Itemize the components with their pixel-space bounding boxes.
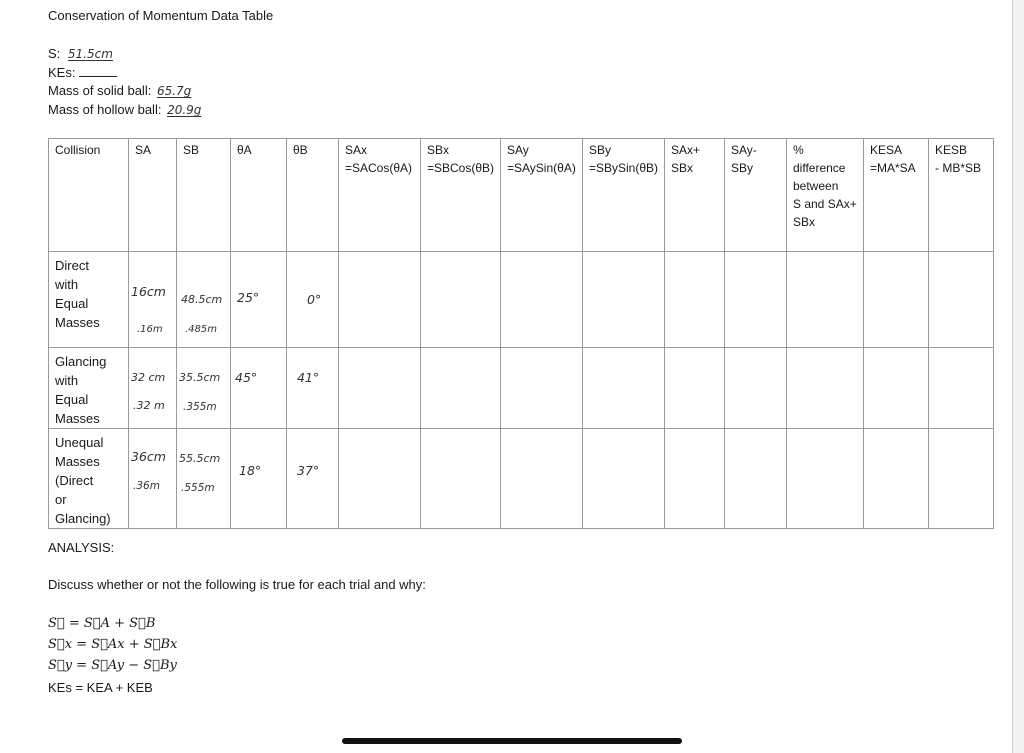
sa-m-value: .16m [137,324,163,335]
sb-m-value: .555m [181,482,215,494]
header-theta-a: θA [231,139,287,252]
sb-cm-value: 55.5cm [179,452,221,465]
sa-m-value: .32 m [133,399,165,412]
cell-kesa [864,252,929,348]
cell-say-minus-sby [725,429,787,529]
cell-say [501,429,583,529]
header-sbx: SBx =SBCos(θB) [421,139,501,252]
cell-kesb [929,348,994,429]
cell-sbx [421,429,501,529]
cell-theta-a [231,348,287,429]
cell-sby [583,252,665,348]
s-value: 51.5cm [67,47,113,61]
equation-total-displacement: S⃗ = S⃗A + S⃗B [48,616,156,631]
cell-theta-b [287,429,339,529]
theta-b-value: 37° [297,463,320,478]
header-kesb: KESB - MB*SB [929,139,994,252]
analysis-heading: ANALYSIS: [48,540,115,555]
row-label-glancing: Glancing with Equal Masses [49,348,129,429]
momentum-data-table [48,138,994,529]
ke-blank-line [79,65,117,77]
cell-sa [129,252,177,348]
cell-sax-plus-sbx [665,348,725,429]
cell-sax [339,252,421,348]
cell-percent-difference [787,429,864,529]
header-sa: SA [129,139,177,252]
cell-kesa [864,429,929,529]
cell-theta-b [287,348,339,429]
sa-m-value: .36m [133,480,160,492]
sa-cm-value: 16cm [131,284,166,299]
sb-cm-value: 48.5cm [181,293,223,306]
cell-sby [583,429,665,529]
cell-sax-plus-sbx [665,429,725,529]
sb-m-value: .485m [185,324,218,335]
header-collision: Collision [49,139,129,252]
theta-b-value: 0° [307,292,322,307]
cell-sb [177,252,231,348]
theta-a-value: 18° [239,463,262,478]
header-say-minus-sby: SAy- SBy [725,139,787,252]
cell-sax [339,429,421,529]
solid-mass-value: 65.7g [156,84,192,98]
cell-sbx [421,348,501,429]
equation-x-component: S⃗x = S⃗Ax + S⃗Bx [48,637,178,652]
theta-b-value: 41° [297,370,320,385]
header-sby: SBy =SBySin(θB) [583,139,665,252]
table-row [49,348,994,429]
cell-say-minus-sby [725,252,787,348]
hollow-mass-field [48,102,201,117]
cell-sax-plus-sbx [665,252,725,348]
sa-cm-value: 36cm [131,449,166,464]
hollow-mass-label: Mass of hollow ball: [48,102,162,117]
equation-kinetic-energy: KEs = KEA + KEB [48,680,153,695]
header-percent-difference: % difference between S and SAx+ SBx [787,139,864,252]
theta-a-value: 45° [235,370,258,385]
cell-percent-difference [787,252,864,348]
sb-m-value: .355m [183,401,217,413]
sa-cm-value: 32 cm [131,371,166,384]
solid-mass-field [48,83,191,98]
analysis-prompt: Discuss whether or not the following is true for each trial and why: [48,577,426,592]
cell-sb [177,429,231,529]
theta-a-value: 25° [237,290,260,305]
equation-y-component: S⃗y = S⃗Ay − S⃗By [48,658,177,673]
row-label-unequal: Unequal Masses (Direct or Glancing) [49,429,129,529]
cell-sb [177,348,231,429]
ke-field [48,65,117,80]
home-indicator-bar[interactable] [342,738,682,744]
cell-sax [339,348,421,429]
cell-kesa [864,348,929,429]
cell-kesb [929,429,994,529]
row-label-direct: Direct with Equal Masses [49,252,129,348]
cell-kesb [929,252,994,348]
cell-percent-difference [787,348,864,429]
s-field [48,46,113,61]
header-sax: SAx =SACos(θA) [339,139,421,252]
cell-theta-a [231,252,287,348]
table-row [49,252,994,348]
header-kesa: KESA =MA*SA [864,139,929,252]
cell-theta-a [231,429,287,529]
solid-mass-label: Mass of solid ball: [48,83,152,98]
table-row [49,429,994,529]
cell-sa [129,348,177,429]
header-say: SAy =SAySin(θA) [501,139,583,252]
cell-theta-b [287,252,339,348]
table-header-row [49,139,994,252]
ke-label: KEs: [48,65,76,80]
header-sb: SB [177,139,231,252]
header-theta-b: θB [287,139,339,252]
sb-cm-value: 35.5cm [179,371,221,384]
cell-say [501,348,583,429]
hollow-mass-value: 20.9g [167,103,202,117]
document-title: Conservation of Momentum Data Table [48,8,274,23]
cell-say-minus-sby [725,348,787,429]
cell-sby [583,348,665,429]
s-label: S: [48,46,61,61]
header-sax-plus-sbx: SAx+ SBx [665,139,725,252]
cell-say [501,252,583,348]
cell-sa [129,429,177,529]
cell-sbx [421,252,501,348]
